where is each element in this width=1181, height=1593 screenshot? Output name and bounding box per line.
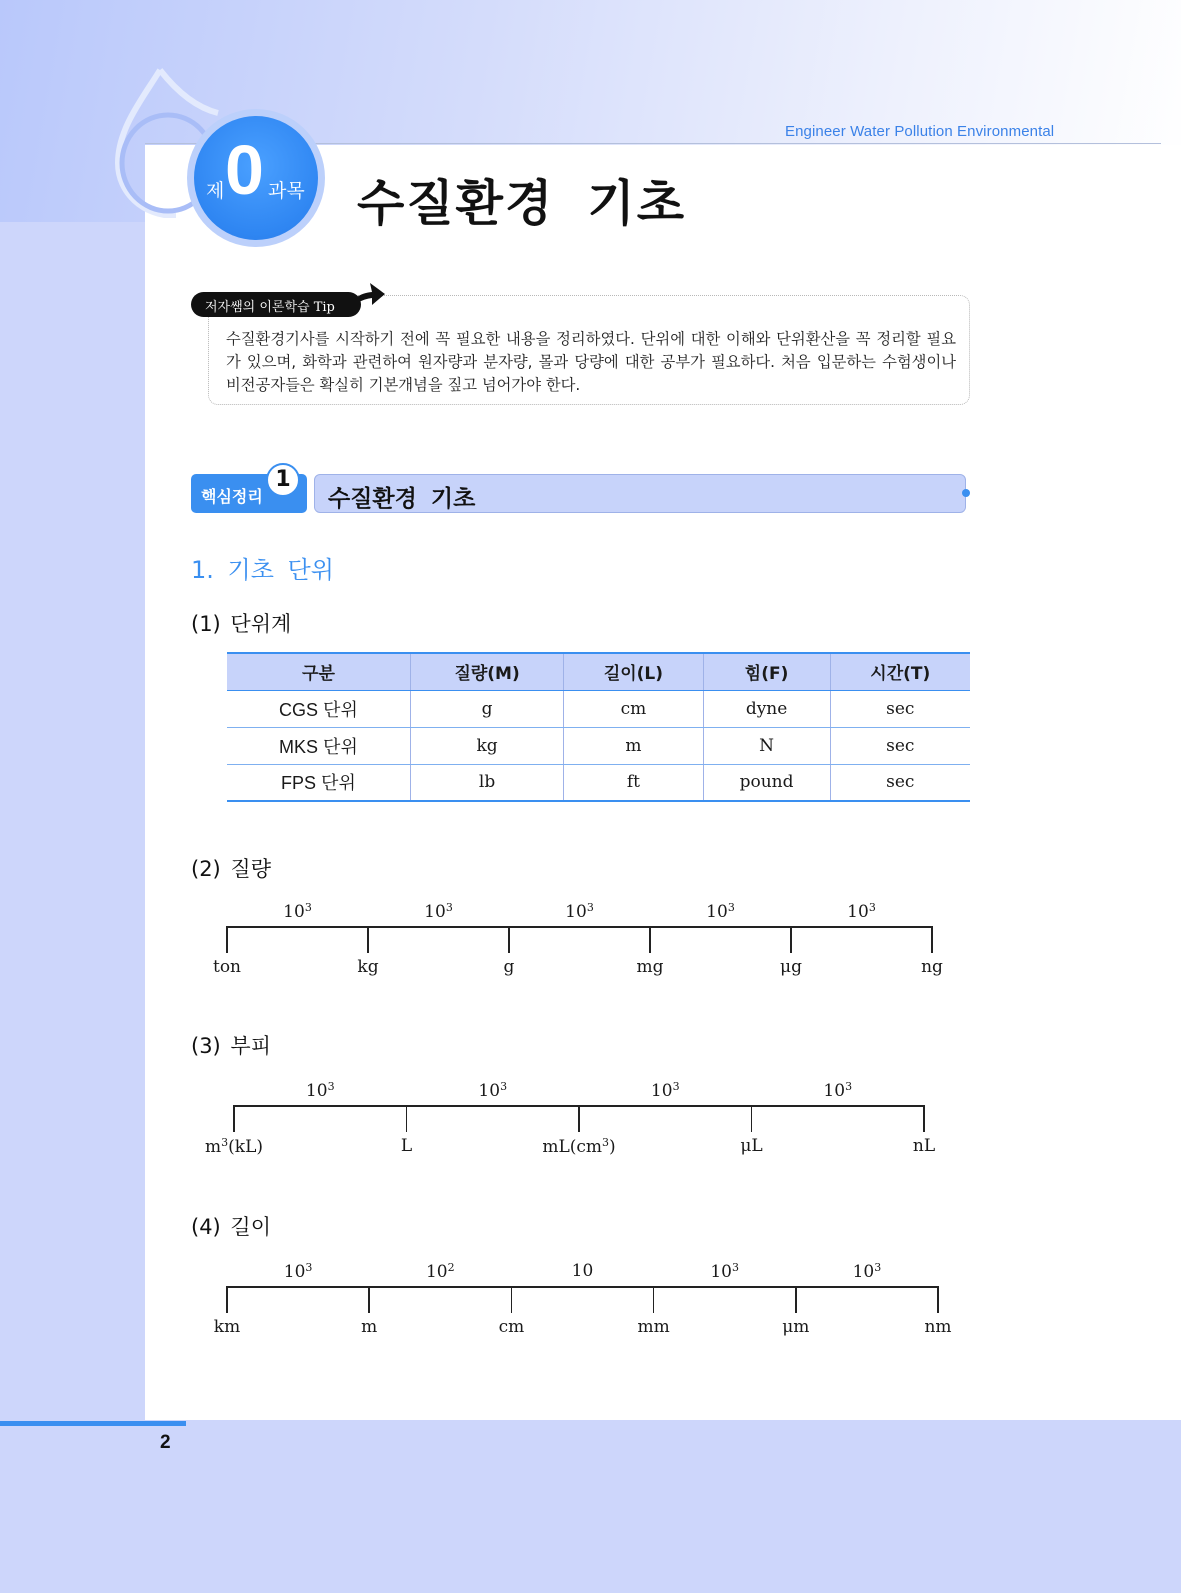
column-header: 구분 (227, 653, 410, 690)
table-cell: sec (830, 690, 970, 727)
table-cell: FPS 단위 (227, 764, 410, 801)
section-bar-dot (962, 489, 970, 497)
scale-unit-label: km (213, 1317, 241, 1337)
scale-unit-label: mm (637, 1317, 670, 1337)
scale-unit-label: cm (498, 1317, 525, 1337)
scale-factor-label: $10^3$ (706, 901, 735, 922)
scale-unit-label: $m^3(kL)$ (205, 1136, 263, 1157)
scale-line (227, 926, 932, 928)
core-summary-tag: 핵심정리 (191, 474, 307, 513)
scale-factor-label: $10^3$ (424, 901, 453, 922)
heading-unit-system: (1) 단위계 (191, 612, 292, 636)
scale-tick (790, 926, 792, 953)
table-cell: m (564, 727, 703, 764)
scale-tick (931, 926, 933, 953)
table-cell: dyne (703, 690, 830, 727)
column-header: 길이(L) (564, 653, 703, 690)
scale-tick (923, 1105, 925, 1132)
scale-tick (226, 1286, 228, 1313)
scale-unit-label: kg (357, 957, 379, 977)
scale-tick (795, 1286, 797, 1313)
scale-unit-label: L (400, 1136, 413, 1156)
heading-mass: (2) 질량 (191, 857, 271, 881)
mass-conversion-scale (212, 898, 943, 983)
table-cell: sec (830, 727, 970, 764)
chapter-number: 0 (225, 131, 264, 209)
scale-factor-label: $10^3$ (283, 901, 312, 922)
table-cell: lb (410, 764, 563, 801)
scale-unit-label: m (361, 1317, 378, 1337)
scale-tick (751, 1105, 753, 1132)
section-title: 수질환경 기초 (314, 474, 966, 513)
footer-accent-bar (0, 1421, 186, 1426)
footer-background (0, 1420, 1181, 1593)
core-summary-number: 1 (266, 463, 300, 497)
table-cell: kg (410, 727, 563, 764)
scale-tick (649, 926, 651, 953)
scale-factor-label: $10^3$ (852, 1261, 882, 1282)
table-cell: sec (830, 764, 970, 801)
scale-tick (368, 1286, 370, 1313)
scale-unit-label: μL (740, 1136, 763, 1156)
scale-tick (406, 1105, 408, 1132)
scale-tick (226, 926, 228, 953)
table-cell: g (410, 690, 563, 727)
scale-factor-label: $10^3$ (565, 901, 594, 922)
length-conversion-scale (213, 1258, 952, 1343)
scale-unit-label: ng (921, 957, 943, 977)
left-margin-band (0, 222, 145, 1422)
scale-tick (508, 926, 510, 953)
heading-basic-units: 1. 기초 단위 (191, 556, 334, 584)
column-header: 질량(M) (410, 653, 563, 690)
chapter-suffix: 과목 (268, 180, 305, 202)
chapter-title: 수질환경 기초 (357, 175, 687, 232)
table-cell: ft (564, 764, 703, 801)
chapter-badge (194, 116, 318, 240)
volume-conversion-scale (205, 1077, 936, 1162)
scale-unit-label: μg (780, 957, 802, 977)
running-header: Engineer Water Pollution Environmental (785, 123, 1055, 140)
scale-unit-label: ton (212, 957, 242, 977)
scale-unit-label: nL (912, 1136, 936, 1156)
table-cell: MKS 단위 (227, 727, 410, 764)
scale-factor-label: $10^3$ (823, 1080, 853, 1101)
table-row (227, 727, 970, 764)
scale-unit-label: nm (924, 1317, 952, 1337)
tip-label: 저자쌤의 이론학습 Tip (191, 292, 361, 317)
scale-factor-label: $10^3$ (305, 1080, 335, 1101)
scale-tick (367, 926, 369, 953)
table-cell: cm (564, 690, 703, 727)
column-header: 힘(F) (703, 653, 830, 690)
scale-factor-label: $10^3$ (478, 1080, 508, 1101)
table-cell: pound (703, 764, 830, 801)
scale-unit-label: g (503, 957, 515, 977)
heading-volume: (3) 부피 (191, 1034, 271, 1058)
scale-factor-label: $10^3$ (650, 1080, 680, 1101)
unit-system-table (227, 652, 970, 802)
scale-tick (233, 1105, 235, 1132)
scale-unit-label: mg (636, 957, 664, 977)
scale-tick (937, 1286, 939, 1313)
scale-factor-label: $10^3$ (847, 901, 876, 922)
table-header-row (227, 653, 970, 690)
heading-length: (4) 길이 (191, 1215, 271, 1239)
scale-factor-label: 10 (571, 1261, 594, 1281)
table-row (227, 764, 970, 801)
scale-unit-label: μm (782, 1317, 810, 1337)
column-header: 시간(T) (830, 653, 970, 690)
scale-line (227, 1286, 938, 1288)
scale-tick (578, 1105, 580, 1132)
scale-factor-label: $10^2$ (425, 1261, 455, 1282)
scale-factor-label: $10^3$ (710, 1261, 740, 1282)
scale-factor-label: $10^3$ (283, 1261, 313, 1282)
scale-tick (653, 1286, 655, 1313)
table-cell: CGS 단위 (227, 690, 410, 727)
scale-tick (511, 1286, 513, 1313)
chapter-prefix: 제 (206, 180, 225, 202)
table-cell: N (703, 727, 830, 764)
tip-text: 수질환경기사를 시작하기 전에 꼭 필요한 내용을 정리하였다. 단위에 대한 이해와 단위환산을 꼭 정리할 필요가 있으며, 화학과 관련하여 원자량과 분자량, 몰과 당량에 대한 공부가 필요하다. 처음 입문하는 수험생이나 비전공자들은 확실히 기본개념을 짚고 넘어가야 한다. (226, 330, 957, 394)
table-row (227, 690, 970, 727)
page-number: 2 (160, 1432, 171, 1453)
scale-unit-label: $mL(cm^3)$ (542, 1136, 616, 1157)
